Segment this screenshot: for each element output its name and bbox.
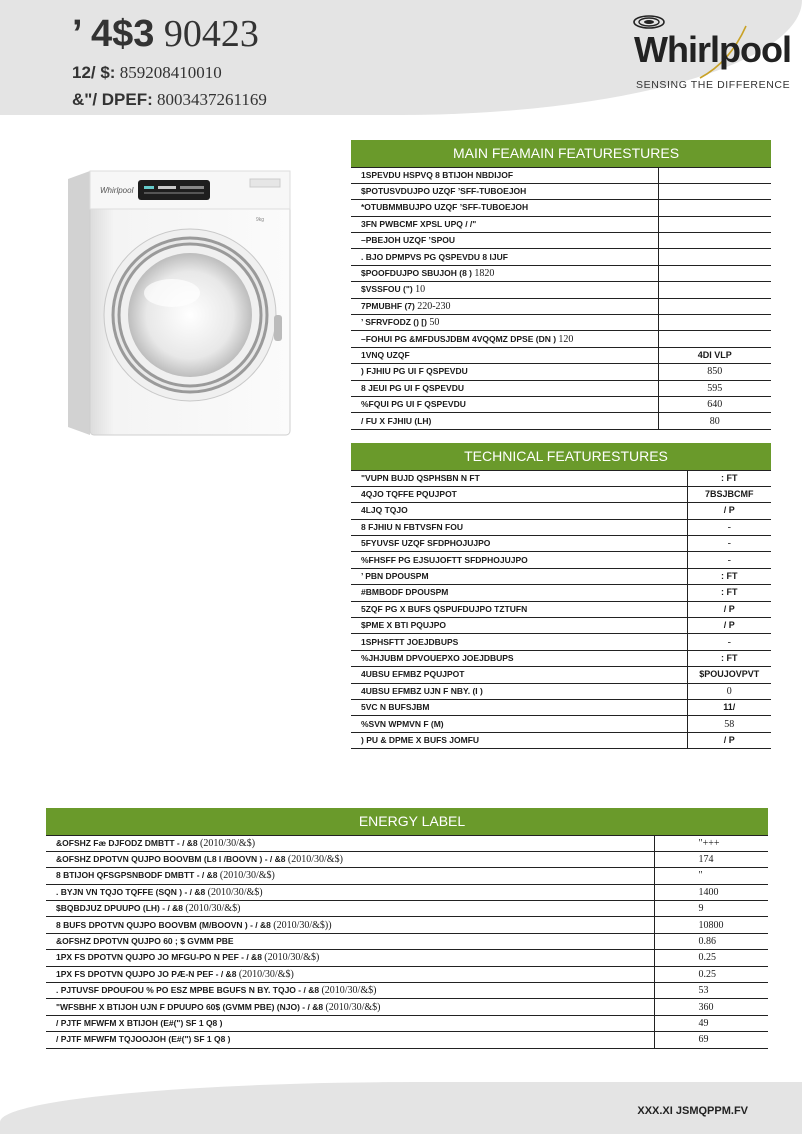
row-value: 7BSJBCMF xyxy=(687,486,771,502)
header-line-1 xyxy=(72,62,222,84)
row-value xyxy=(658,298,771,314)
row-value: 80 xyxy=(658,413,771,429)
row-label-text: 5VC N BUFSJBM xyxy=(361,702,430,713)
table-row xyxy=(351,233,771,249)
row-label xyxy=(351,486,687,502)
row-label-suffix: (2010/30/&$) xyxy=(219,870,275,882)
row-label-text: 1PX FS DPOTVN QUJPO JO MFGU-PO N PEF - / &8 xyxy=(56,952,262,963)
main-features-title: MAIN FEAMAIN FEATURESTURES xyxy=(351,140,771,167)
row-label-text: 4UBSU EFMBZ PQUJPOT xyxy=(361,669,465,680)
row-label-text: &OFSHZ DPOTVN QUJPO BOOVBM (L8 I /BOOVN ) - / &8 xyxy=(56,854,286,865)
row-value: 10800 xyxy=(654,917,768,933)
row-value: 4DI VLP xyxy=(658,347,771,363)
row-label xyxy=(351,347,658,363)
row-label-text: %FHSFF PG EJSUJOFTT SFDPHOJUJPO xyxy=(361,554,528,565)
row-label-text: . BYJN VN TQJO TQFFE (SQN ) - / &8 xyxy=(56,886,206,897)
row-value: 174 xyxy=(654,851,768,867)
row-value: 11/ xyxy=(687,699,771,715)
row-label xyxy=(351,683,687,699)
row-label xyxy=(351,331,658,347)
table-row xyxy=(46,999,768,1015)
table-row xyxy=(351,716,771,732)
row-label-suffix: (2010/30/&$) xyxy=(238,968,294,980)
row-label-text: "WFSBHF X BTIJOH UJN F DPUUPO 60$ (GVMM PBE) (NJO) - / &8 xyxy=(56,1001,324,1012)
row-value xyxy=(658,282,771,298)
row-label-text: $VSSFOU (") xyxy=(361,284,413,295)
row-label-text: #BMBODF DPOUSPM xyxy=(361,587,449,598)
row-label-suffix: (2010/30/&$) xyxy=(287,854,343,866)
table-row xyxy=(351,364,771,380)
row-label xyxy=(351,732,687,748)
row-label xyxy=(46,966,654,982)
row-label-text: 5ZQF PG X BUFS QSPUFDUJPO TZTUFN xyxy=(361,603,528,614)
table-row xyxy=(351,568,771,584)
row-value: 850 xyxy=(658,364,771,380)
row-label xyxy=(351,585,687,601)
technical-features-title: TECHNICAL FEATURESTURES xyxy=(351,443,771,470)
energy-label-title: ENERGY LABEL xyxy=(46,808,768,835)
logo-tagline: SENSING THE DIFFERENCE xyxy=(636,79,791,91)
row-label-text: 3FN PWBCMF XPSL UPQ / /" xyxy=(361,218,477,229)
row-label-text: 7PMUBHF (7) xyxy=(361,300,415,311)
row-label xyxy=(46,917,654,933)
table-row xyxy=(351,552,771,568)
row-value: 360 xyxy=(654,999,768,1015)
row-label xyxy=(351,650,687,666)
row-value: 58 xyxy=(687,716,771,732)
footer-url: XXX.XI JSMQPPM.FV xyxy=(637,1105,748,1117)
table-row xyxy=(46,1032,768,1048)
row-label xyxy=(46,933,654,949)
row-label xyxy=(351,200,658,216)
row-label-text: ) FJHIU PG UI F QSPEVDU xyxy=(361,366,468,377)
row-value: / P xyxy=(687,618,771,634)
row-label-text: 8 FJHIU N FBTVSFN FOU xyxy=(361,521,464,532)
table-row xyxy=(351,167,771,183)
row-label-text: ’ SFRVFODZ () [) xyxy=(361,317,427,328)
table-row xyxy=(351,536,771,552)
row-label xyxy=(46,868,654,884)
row-value: - xyxy=(687,519,771,535)
table-row xyxy=(351,683,771,699)
row-label xyxy=(351,634,687,650)
row-value: : FT xyxy=(687,470,771,486)
row-value: 640 xyxy=(658,396,771,412)
table-row xyxy=(351,486,771,502)
row-label-suffix: 50 xyxy=(429,317,440,329)
table-row xyxy=(351,183,771,199)
product-code xyxy=(72,12,259,56)
energy-label-table xyxy=(46,808,768,1049)
row-label xyxy=(351,552,687,568)
table-row xyxy=(46,1015,768,1031)
row-value: 53 xyxy=(654,983,768,999)
row-label-suffix: (2010/30/&$)) xyxy=(273,919,332,931)
table-row xyxy=(351,298,771,314)
row-label-suffix: (2010/30/&$) xyxy=(185,903,241,915)
row-value: / P xyxy=(687,732,771,748)
row-value: 0.86 xyxy=(654,933,768,949)
table-row xyxy=(351,347,771,363)
row-label-text: $POTUSVDUJPO UZQF ’SFF-TUBOEJOH xyxy=(361,186,527,197)
table-row xyxy=(351,331,771,347)
row-label-text: $POOFDUJPO SBUJOH (8 ) xyxy=(361,268,472,279)
table-row xyxy=(351,265,771,281)
row-label-suffix: 120 xyxy=(558,333,574,345)
row-label-text: "VUPN BUJD QSPHSBN N FT xyxy=(361,472,480,483)
row-value: : FT xyxy=(687,585,771,601)
row-value xyxy=(658,200,771,216)
row-label xyxy=(351,699,687,715)
table-row xyxy=(46,983,768,999)
row-label xyxy=(351,536,687,552)
product-code-number: 90423 xyxy=(163,13,259,55)
row-label xyxy=(46,884,654,900)
product-code-prefix: ’ 4$3 xyxy=(72,13,155,55)
row-label xyxy=(46,901,654,917)
row-label-text: $BQBDJUZ DPUUPO (LH) - / &8 xyxy=(56,903,184,914)
row-label xyxy=(46,950,654,966)
row-label xyxy=(351,249,658,265)
row-label xyxy=(351,298,658,314)
row-value xyxy=(658,233,771,249)
row-value: : FT xyxy=(687,568,771,584)
row-label-text: 8 BTIJOH QFSGPSNBODF DMBTT - / &8 xyxy=(56,870,218,881)
row-label xyxy=(351,396,658,412)
table-row xyxy=(46,933,768,949)
row-label xyxy=(351,167,658,183)
table-row xyxy=(351,519,771,535)
row-label xyxy=(351,183,658,199)
row-value xyxy=(658,167,771,183)
table-row xyxy=(351,282,771,298)
row-label xyxy=(351,470,687,486)
row-label xyxy=(351,233,658,249)
header-line-2-value: 8003437261169 xyxy=(157,90,267,109)
row-label-text: / PJTF MFWFM X BTIJOH (E#(") SF 1 Q8 ) xyxy=(56,1017,223,1028)
row-label-text: 8 JEUI PG UI F QSPEVDU xyxy=(361,382,464,393)
row-label-suffix: 220-230 xyxy=(417,300,451,312)
main-features-table xyxy=(351,140,771,430)
row-label xyxy=(351,667,687,683)
row-label xyxy=(351,601,687,617)
row-value xyxy=(658,183,771,199)
row-label xyxy=(351,568,687,584)
row-value: - xyxy=(687,634,771,650)
row-value xyxy=(658,315,771,331)
row-label xyxy=(351,315,658,331)
row-value: 0.25 xyxy=(654,966,768,982)
row-value xyxy=(658,216,771,232)
svg-text:Whirlpool: Whirlpool xyxy=(100,186,134,195)
row-label xyxy=(351,282,658,298)
row-label xyxy=(351,413,658,429)
row-label-text: %SVN WPMVN F (M) xyxy=(361,718,444,729)
technical-features-table xyxy=(351,443,771,749)
svg-text:9kg: 9kg xyxy=(256,217,265,223)
table-row xyxy=(46,950,768,966)
row-label xyxy=(351,265,658,281)
row-value xyxy=(658,265,771,281)
table-row xyxy=(46,851,768,867)
row-label-suffix: (2010/30/&$) xyxy=(325,1001,381,1013)
table-row xyxy=(351,470,771,486)
table-row xyxy=(351,585,771,601)
row-value xyxy=(658,331,771,347)
table-row xyxy=(351,634,771,650)
row-label-text: . BJO DPMPVS PG QSPEVDU 8 IJUF xyxy=(361,251,508,262)
row-label-text: 8 BUFS DPOTVN QUJPO BOOVBM (M/BOOVN ) - / &8 xyxy=(56,919,271,930)
row-value: 595 xyxy=(658,380,771,396)
row-value: 49 xyxy=(654,1015,768,1031)
row-label xyxy=(351,503,687,519)
row-value: 1400 xyxy=(654,884,768,900)
row-label xyxy=(351,519,687,535)
table-row xyxy=(351,650,771,666)
row-label-suffix: (2010/30/&$) xyxy=(321,985,377,997)
table-row xyxy=(351,315,771,331)
row-label-text: 4UBSU EFMBZ UJN F NBY. (I ) xyxy=(361,685,483,696)
row-label xyxy=(351,216,658,232)
row-value: - xyxy=(687,536,771,552)
row-value xyxy=(658,249,771,265)
washing-machine-image xyxy=(60,165,300,440)
row-label-suffix: 10 xyxy=(415,284,426,296)
table-row xyxy=(46,901,768,917)
row-value: : FT xyxy=(687,650,771,666)
row-label-text: &OFSHZ Fæ DJFODZ DMBTT - / &8 xyxy=(56,837,198,848)
row-label-text: 1VNQ UZQF xyxy=(361,349,410,360)
row-value: / P xyxy=(687,503,771,519)
row-label xyxy=(46,983,654,999)
row-label-text: 1PX FS DPOTVN QUJPO JO PÆ-N PEF - / &8 xyxy=(56,968,237,979)
row-label-text: *OTUBMMBUJPO UZQF ’SFF-TUBOEJOH xyxy=(361,202,529,213)
header-line-1-value: 859208410010 xyxy=(119,63,222,82)
row-label-text: $PME X BTI PQUJPO xyxy=(361,620,447,631)
row-label-suffix: 1820 xyxy=(474,268,495,280)
table-row xyxy=(351,249,771,265)
row-value: - xyxy=(687,552,771,568)
row-label-suffix: (2010/30/&$) xyxy=(207,886,263,898)
row-value: 9 xyxy=(654,901,768,917)
row-label xyxy=(351,618,687,634)
row-label-text: –FOHUI PG &MFDUSJDBM 4VQQMZ DPSE (DN ) xyxy=(361,333,557,344)
row-label xyxy=(46,999,654,1015)
row-label xyxy=(46,1032,654,1048)
row-label xyxy=(46,851,654,867)
row-label xyxy=(351,364,658,380)
table-row xyxy=(351,503,771,519)
table-row xyxy=(351,732,771,748)
logo-wordmark: Whirlpool xyxy=(634,29,791,70)
row-label-text: %FQUI PG UI F QSPEVDU xyxy=(361,399,466,410)
row-value: 0 xyxy=(687,683,771,699)
row-label-text: &OFSHZ DPOTVN QUJPO 60 ; $ GVMM PBE xyxy=(56,936,234,947)
row-value: 0.25 xyxy=(654,950,768,966)
table-row xyxy=(351,200,771,216)
table-row xyxy=(351,380,771,396)
row-label-text: –PBEJOH UZQF ’SPOU xyxy=(361,235,455,246)
row-label-text: . PJTUVSF DPOUFOU % PO ESZ MPBE BGUFS N BY. TQJO - / &8 xyxy=(56,985,320,996)
row-label-text: 1SPHSFTT JOEJDBUPS xyxy=(361,636,459,647)
row-label-suffix: (2010/30/&$) xyxy=(264,952,320,964)
header-line-2-label: &"/ DPEF: xyxy=(72,90,153,109)
row-value: $POUJOVPVT xyxy=(687,667,771,683)
table-row xyxy=(351,618,771,634)
table-row xyxy=(351,413,771,429)
table-row xyxy=(46,917,768,933)
header-line-2 xyxy=(72,89,267,111)
row-value: " xyxy=(654,868,768,884)
row-label-text: 5FYUVSF UZQF SFDPHOJUJPO xyxy=(361,538,491,549)
row-label-text: 1SPEVDU HSPVQ 8 BTIJOH NBDIJOF xyxy=(361,169,514,180)
row-label-text: ’ PBN DPOUSPM xyxy=(361,571,429,582)
table-row xyxy=(351,216,771,232)
row-label-text: / PJTF MFWFM TQJOOJOH (E#(") SF 1 Q8 ) xyxy=(56,1034,231,1045)
table-row xyxy=(46,966,768,982)
row-label-text: 4QJO TQFFE PQUJPOT xyxy=(361,489,457,500)
table-row xyxy=(351,699,771,715)
row-label-text: 4LJQ TQJO xyxy=(361,505,408,516)
table-row xyxy=(46,868,768,884)
row-label xyxy=(351,380,658,396)
header-line-1-label: 12/ $: xyxy=(72,63,116,82)
row-label-suffix: (2010/30/&$) xyxy=(200,837,256,849)
whirlpool-logo xyxy=(630,14,791,94)
table-row xyxy=(351,396,771,412)
row-value: / P xyxy=(687,601,771,617)
table-row xyxy=(46,835,768,851)
row-label-text: %JHJUBM DPVOUEPXO JOEJDBUPS xyxy=(361,652,514,663)
row-label xyxy=(46,1015,654,1031)
row-label xyxy=(46,835,654,851)
row-label-text: ) PU & DPME X BUFS JOMFU xyxy=(361,734,480,745)
row-label xyxy=(351,716,687,732)
row-value: "+++ xyxy=(654,835,768,851)
table-row xyxy=(351,601,771,617)
row-value: 69 xyxy=(654,1032,768,1048)
table-row xyxy=(46,884,768,900)
table-row xyxy=(351,667,771,683)
row-label-text: / FU X FJHIU (LH) xyxy=(361,415,432,426)
